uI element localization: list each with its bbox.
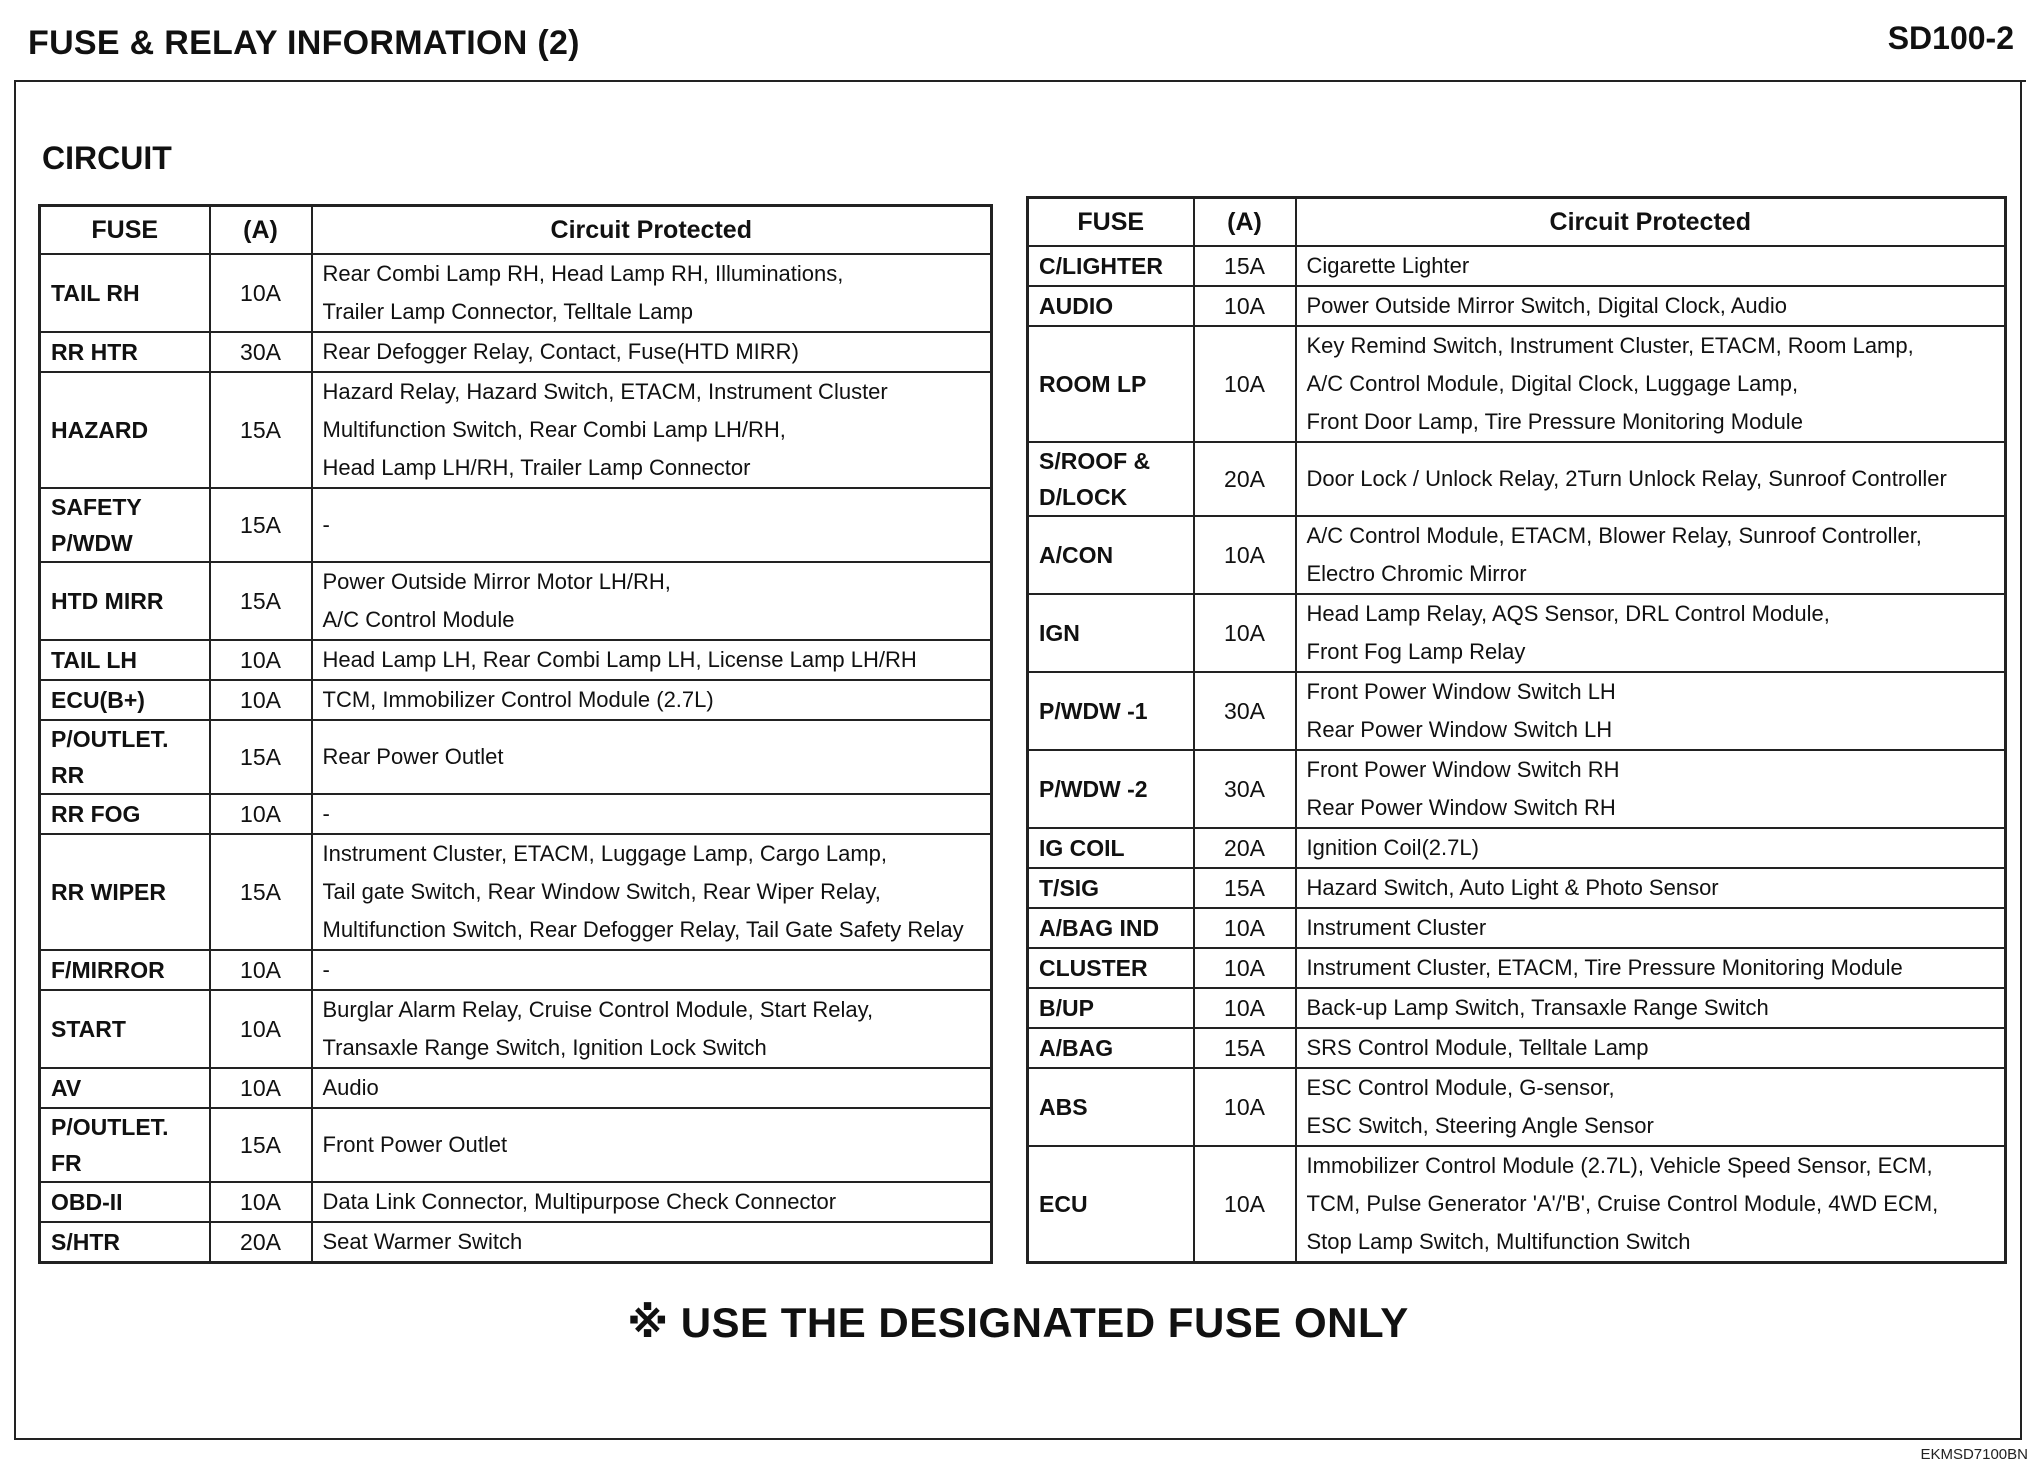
- fuse-name: A/BAG: [1028, 1028, 1194, 1068]
- fuse-row: [1028, 246, 2006, 286]
- circuit-protected: [1296, 516, 2006, 594]
- circuit-line: A/C Control Module, ETACM, Blower Relay, Sunroof Controller,: [1306, 522, 1922, 548]
- fuse-amperage: 10A: [210, 1068, 312, 1108]
- column-header-fuse: FUSE: [40, 206, 210, 254]
- circuit-line: -: [322, 956, 330, 982]
- fuse-amperage: 10A: [210, 254, 312, 332]
- fuse-row: [1028, 672, 2006, 750]
- fuse-row: [40, 990, 992, 1068]
- fuse-name: ECU: [1028, 1146, 1194, 1263]
- fuse-amperage: 15A: [1194, 868, 1296, 908]
- circuit-line: Trailer Lamp Connector, Telltale Lamp: [322, 298, 694, 324]
- circuit-line: Burglar Alarm Relay, Cruise Control Module, Start Relay,: [322, 996, 874, 1022]
- circuit-line: Hazard Relay, Hazard Switch, ETACM, Instrument Cluster: [322, 378, 888, 404]
- fuse-row: [40, 488, 992, 562]
- fuse-amperage: 30A: [1194, 750, 1296, 828]
- fuse-name: HTD MIRR: [40, 562, 210, 640]
- section-title: CIRCUIT: [42, 140, 172, 176]
- fuse-amperage: 10A: [1194, 286, 1296, 326]
- fuse-name: B/UP: [1028, 988, 1194, 1028]
- fuse-name: TAIL RH: [40, 254, 210, 332]
- fuse-row: [1028, 948, 2006, 988]
- circuit-protected: [312, 372, 992, 488]
- fuse-row: [1028, 594, 2006, 672]
- fuse-amperage: 10A: [1194, 988, 1296, 1028]
- circuit-line: Seat Warmer Switch: [322, 1228, 523, 1254]
- fuse-amperage: 20A: [210, 1222, 312, 1263]
- circuit-line: TCM, Immobilizer Control Module (2.7L): [322, 686, 714, 712]
- circuit-line: Electro Chromic Mirror: [1306, 560, 1527, 586]
- fuse-name: IGN: [1028, 594, 1194, 672]
- fuse-row: [1028, 750, 2006, 828]
- fuse-name: RR HTR: [40, 332, 210, 372]
- circuit-line: Multifunction Switch, Rear Defogger Relay, Tail Gate Safety Relay: [322, 916, 964, 942]
- circuit-line: SRS Control Module, Telltale Lamp: [1306, 1034, 1649, 1060]
- fuse-name: ECU(B+): [40, 680, 210, 720]
- fuse-name: A/BAG IND: [1028, 908, 1194, 948]
- fuse-amperage: 15A: [210, 720, 312, 794]
- circuit-protected: [1296, 1028, 2006, 1068]
- fuse-amperage: 10A: [1194, 326, 1296, 442]
- circuit-line: Instrument Cluster, ETACM, Tire Pressure Monitoring Module: [1306, 954, 1903, 980]
- circuit-line: Instrument Cluster: [1306, 914, 1487, 940]
- circuit-line: Data Link Connector, Multipurpose Check Connector: [322, 1188, 837, 1214]
- page-title: FUSE & RELAY INFORMATION (2): [28, 24, 580, 62]
- circuit-protected: [1296, 1146, 2006, 1263]
- circuit-line: Power Outside Mirror Switch, Digital Clock, Audio: [1306, 292, 1787, 318]
- circuit-line: Front Power Window Switch RH: [1306, 756, 1620, 782]
- circuit-protected: [1296, 1068, 2006, 1146]
- circuit-line: Rear Power Outlet: [322, 743, 504, 769]
- fuse-amperage: 15A: [210, 372, 312, 488]
- fuse-row: [40, 680, 992, 720]
- circuit-line: Ignition Coil(2.7L): [1306, 834, 1479, 860]
- circuit-protected: [312, 562, 992, 640]
- circuit-protected: [312, 332, 992, 372]
- fuse-row: [1028, 516, 2006, 594]
- circuit-line: Front Door Lamp, Tire Pressure Monitoring Module: [1306, 408, 1803, 434]
- circuit-protected: [1296, 988, 2006, 1028]
- circuit-line: Head Lamp LH/RH, Trailer Lamp Connector: [322, 454, 751, 480]
- fuse-table-right-body: [1028, 246, 2006, 1263]
- fuse-amperage: 10A: [210, 640, 312, 680]
- circuit-line: Front Power Window Switch LH: [1306, 678, 1616, 704]
- circuit-protected: [1296, 868, 2006, 908]
- fuse-amperage: 15A: [210, 834, 312, 950]
- fuse-amperage: 10A: [210, 950, 312, 990]
- fuse-amperage: 20A: [1194, 442, 1296, 516]
- circuit-protected: [1296, 246, 2006, 286]
- fuse-amperage: 30A: [210, 332, 312, 372]
- circuit-line: Head Lamp LH, Rear Combi Lamp LH, License Lamp LH/RH: [322, 646, 917, 672]
- fuse-amperage: 10A: [1194, 908, 1296, 948]
- circuit-line: Back-up Lamp Switch, Transaxle Range Switch: [1306, 994, 1769, 1020]
- circuit-protected: [312, 834, 992, 950]
- circuit-line: Multifunction Switch, Rear Combi Lamp LH/RH,: [322, 416, 786, 442]
- column-header-circuit: Circuit Protected: [312, 206, 992, 254]
- circuit-line: A/C Control Module, Digital Clock, Luggage Lamp,: [1306, 370, 1799, 396]
- fuse-row: [40, 332, 992, 372]
- fuse-name: ABS: [1028, 1068, 1194, 1146]
- circuit-protected: [1296, 828, 2006, 868]
- fuse-row: [1028, 326, 2006, 442]
- fuse-row: [40, 834, 992, 950]
- fuse-amperage: 10A: [1194, 1146, 1296, 1263]
- fuse-amperage: 10A: [1194, 594, 1296, 672]
- figure-code: EKMSD7100BN: [1920, 1446, 2028, 1463]
- circuit-protected: [1296, 442, 2006, 516]
- fuse-row: [1028, 286, 2006, 326]
- circuit-line: Rear Defogger Relay, Contact, Fuse(HTD MIRR): [322, 338, 799, 364]
- fuse-name: OBD-II: [40, 1182, 210, 1222]
- circuit-protected: [1296, 908, 2006, 948]
- circuit-line: Front Fog Lamp Relay: [1306, 638, 1526, 664]
- circuit-protected: [312, 950, 992, 990]
- fuse-amperage: 15A: [210, 562, 312, 640]
- fuse-row: [40, 562, 992, 640]
- fuse-row: [1028, 828, 2006, 868]
- circuit-protected: [1296, 672, 2006, 750]
- fuse-row: [1028, 908, 2006, 948]
- circuit-line: Power Outside Mirror Motor LH/RH,: [322, 568, 671, 594]
- circuit-line: -: [322, 800, 330, 826]
- fuse-name: ROOM LP: [1028, 326, 1194, 442]
- page-code: SD100-2: [1887, 20, 2014, 56]
- circuit-protected: [312, 680, 992, 720]
- fuse-row: [40, 794, 992, 834]
- fuse-amperage: 15A: [210, 1108, 312, 1182]
- circuit-protected: [312, 794, 992, 834]
- fuse-amperage: 15A: [210, 488, 312, 562]
- fuse-name: F/MIRROR: [40, 950, 210, 990]
- circuit-line: ESC Switch, Steering Angle Sensor: [1306, 1112, 1654, 1138]
- circuit-protected: [1296, 948, 2006, 988]
- fuse-name: S/ROOF & D/LOCK: [1028, 442, 1194, 516]
- column-header-fuse: FUSE: [1028, 198, 1194, 246]
- fuse-amperage: 10A: [210, 990, 312, 1068]
- fuse-name: RR WIPER: [40, 834, 210, 950]
- circuit-protected: [312, 720, 992, 794]
- circuit-line: Transaxle Range Switch, Ignition Lock Switch: [322, 1034, 767, 1060]
- circuit-line: Hazard Switch, Auto Light & Photo Sensor: [1306, 874, 1719, 900]
- fuse-row: [40, 1222, 992, 1263]
- fuse-name: START: [40, 990, 210, 1068]
- circuit-line: Front Power Outlet: [322, 1131, 508, 1157]
- fuse-amperage: 15A: [1194, 1028, 1296, 1068]
- circuit-protected: [1296, 594, 2006, 672]
- fuse-name: S/HTR: [40, 1222, 210, 1263]
- fuse-name: T/SIG: [1028, 868, 1194, 908]
- fuse-name: TAIL LH: [40, 640, 210, 680]
- fuse-row: [1028, 442, 2006, 516]
- fuse-table-left: [38, 204, 993, 1264]
- column-header-circuit: Circuit Protected: [1296, 198, 2006, 246]
- circuit-line: -: [322, 511, 330, 537]
- fuse-name: AUDIO: [1028, 286, 1194, 326]
- circuit-protected: [1296, 286, 2006, 326]
- circuit-line: TCM, Pulse Generator 'A'/'B', Cruise Control Module, 4WD ECM,: [1306, 1190, 1939, 1216]
- circuit-protected: [312, 488, 992, 562]
- fuse-row: [1028, 1028, 2006, 1068]
- column-header-amp: (A): [210, 206, 312, 254]
- circuit-line: Rear Combi Lamp RH, Head Lamp RH, Illuminations,: [322, 260, 844, 286]
- designated-fuse-notice: ※ USE THE DESIGNATED FUSE ONLY: [627, 1299, 1409, 1346]
- circuit-line: Door Lock / Unlock Relay, 2Turn Unlock Relay, Sunroof Controller: [1306, 465, 1947, 491]
- fuse-name: SAFETY P/WDW: [40, 488, 210, 562]
- fuse-amperage: 10A: [210, 680, 312, 720]
- fuse-amperage: 30A: [1194, 672, 1296, 750]
- circuit-line: Head Lamp Relay, AQS Sensor, DRL Control Module,: [1306, 600, 1830, 626]
- fuse-table-right: [1026, 196, 2007, 1264]
- circuit-line: Rear Power Window Switch RH: [1306, 794, 1616, 820]
- fuse-row: [1028, 1146, 2006, 1263]
- fuse-row: [40, 950, 992, 990]
- fuse-name: P/OUTLET. RR: [40, 720, 210, 794]
- circuit-line: Cigarette Lighter: [1306, 252, 1470, 278]
- column-header-amp: (A): [1194, 198, 1296, 246]
- fuse-row: [40, 640, 992, 680]
- circuit-protected: [1296, 750, 2006, 828]
- circuit-line: Instrument Cluster, ETACM, Luggage Lamp, Cargo Lamp,: [322, 840, 888, 866]
- circuit-line: Stop Lamp Switch, Multifunction Switch: [1306, 1228, 1691, 1254]
- fuse-row: [1028, 988, 2006, 1028]
- circuit-protected: [312, 1108, 992, 1182]
- fuse-name: HAZARD: [40, 372, 210, 488]
- circuit-protected: [312, 1222, 992, 1263]
- fuse-name: CLUSTER: [1028, 948, 1194, 988]
- fuse-amperage: 10A: [1194, 1068, 1296, 1146]
- fuse-row: [40, 720, 992, 794]
- fuse-name: IG COIL: [1028, 828, 1194, 868]
- circuit-protected: [312, 990, 992, 1068]
- fuse-name: P/OUTLET. FR: [40, 1108, 210, 1182]
- fuse-row: [1028, 1068, 2006, 1146]
- fuse-amperage: 10A: [210, 1182, 312, 1222]
- fuse-row: [40, 372, 992, 488]
- fuse-amperage: 10A: [1194, 948, 1296, 988]
- fuse-name: P/WDW -2: [1028, 750, 1194, 828]
- circuit-protected: [312, 1182, 992, 1222]
- circuit-line: ESC Control Module, G-sensor,: [1306, 1074, 1615, 1100]
- fuse-amperage: 10A: [1194, 516, 1296, 594]
- fuse-name: C/LIGHTER: [1028, 246, 1194, 286]
- fuse-row: [1028, 868, 2006, 908]
- circuit-protected: [312, 1068, 992, 1108]
- fuse-row: [40, 1182, 992, 1222]
- fuse-name: A/CON: [1028, 516, 1194, 594]
- circuit-line: Immobilizer Control Module (2.7L), Vehicle Speed Sensor, ECM,: [1306, 1152, 1933, 1178]
- fuse-row: [40, 1108, 992, 1182]
- circuit-line: Rear Power Window Switch LH: [1306, 716, 1613, 742]
- circuit-line: Audio: [322, 1074, 379, 1100]
- fuse-amperage: 15A: [1194, 246, 1296, 286]
- fuse-name: P/WDW -1: [1028, 672, 1194, 750]
- circuit-line: Key Remind Switch, Instrument Cluster, ETACM, Room Lamp,: [1306, 332, 1914, 358]
- circuit-protected: [312, 254, 992, 332]
- fuse-row: [40, 254, 992, 332]
- circuit-protected: [1296, 326, 2006, 442]
- circuit-line: A/C Control Module: [322, 606, 515, 632]
- fuse-name: AV: [40, 1068, 210, 1108]
- circuit-line: Tail gate Switch, Rear Window Switch, Rear Wiper Relay,: [322, 878, 881, 904]
- circuit-protected: [312, 640, 992, 680]
- fuse-table-left-body: [40, 254, 992, 1263]
- fuse-row: [40, 1068, 992, 1108]
- fuse-amperage: 20A: [1194, 828, 1296, 868]
- fuse-name: RR FOG: [40, 794, 210, 834]
- fuse-amperage: 10A: [210, 794, 312, 834]
